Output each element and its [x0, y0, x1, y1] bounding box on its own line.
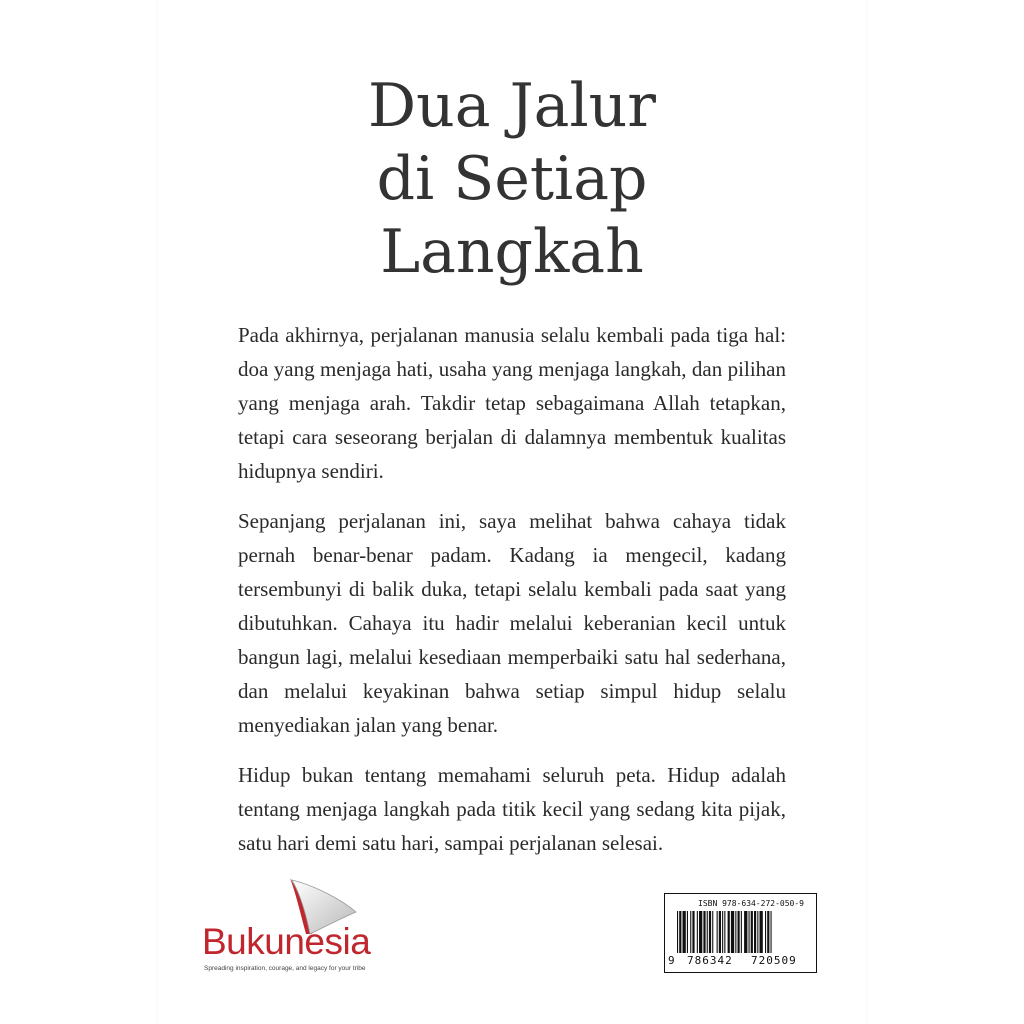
barcode-bar: [699, 911, 702, 953]
book-title: [0, 70, 1024, 289]
isbn-barcode: [664, 893, 817, 973]
isbn-label: ISBN 978-634-272-050-9: [698, 899, 804, 908]
barcode-group-2: 720509: [751, 954, 797, 967]
barcode-bar: [703, 911, 705, 953]
barcode-bar: [738, 911, 740, 953]
barcode-bar: [765, 911, 766, 953]
barcode-bar: [749, 911, 750, 953]
publisher-name: Bukunesia: [202, 921, 371, 962]
barcode-bars: [677, 911, 810, 953]
barcode-bar: [735, 911, 736, 953]
publisher-tagline: Spreading inspiration, courage, and legacy for your tribe: [204, 965, 366, 972]
barcode-bar: [692, 911, 694, 953]
barcode-group-1: 786342: [687, 954, 733, 967]
barcode-bar: [717, 911, 718, 953]
barcode-bar: [712, 911, 713, 953]
barcode-bar: [767, 911, 769, 953]
title-line-2: di Setiap: [376, 144, 648, 214]
barcode-bar: [677, 911, 678, 953]
barcode-bar: [757, 911, 758, 953]
barcode-bar: [707, 911, 708, 953]
barcode-bar: [690, 911, 691, 953]
barcode-bar: [724, 911, 725, 953]
barcode-bar: [754, 911, 756, 953]
barcode-bar: [731, 911, 734, 953]
barcode-bar: [760, 911, 763, 953]
blurb-paragraph-3: Hidup bukan tentang memahami seluruh peta. Hidup adalah tentang menjaga langkah pada titik kecil yang sedang kita pijak, satu hari demi satu hari, sampai perjalanan selesai.: [238, 763, 786, 855]
barcode-bar: [683, 911, 686, 953]
barcode-bar: [697, 911, 698, 953]
barcode-bar: [679, 911, 681, 953]
barcode-bar: [751, 911, 753, 953]
blurb: [238, 318, 786, 876]
title-line-3: Langkah: [380, 217, 644, 287]
barcode-bar: [744, 911, 747, 953]
barcode-bar: [719, 911, 721, 953]
blurb-paragraph-2: Sepanjang perjalanan ini, saya melihat bahwa cahaya tidak pernah benar-benar padam. Kadang ia mengecil, kadang tersembunyi di balik duka, tetapi selalu kembali pada saat yang dibutuhkan. Cahaya itu hadir melalui keberanian kecil untuk bangun lagi, melalui kesediaan memperbaiki satu hal sederhana, dan melalui keyakinan bahwa setiap simpul hidup selalu menyediakan jalan yang benar.: [238, 509, 786, 737]
barcode-bar: [687, 911, 688, 953]
blurb-paragraph-1: Pada akhirnya, perjalanan manusia selalu kembali pada tiga hal: doa yang menjaga hati, usaha yang menjaga langkah, dan pilihan yang menjaga arah. Takdir tetap sebagaimana Allah tetapkan, tetapi cara seseorang berjalan di dalamnya membentuk kualitas hidupnya sendiri.: [238, 323, 786, 483]
title-line-1: Dua Jalur: [368, 71, 656, 141]
barcode-bar: [722, 911, 723, 953]
barcode-bar: [741, 911, 742, 953]
barcode-bar: [709, 911, 711, 953]
barcode-bar: [771, 911, 772, 953]
barcode-lead-digit: 9: [668, 954, 675, 967]
publisher-logo: [202, 876, 377, 976]
barcode-bar: [728, 911, 730, 953]
